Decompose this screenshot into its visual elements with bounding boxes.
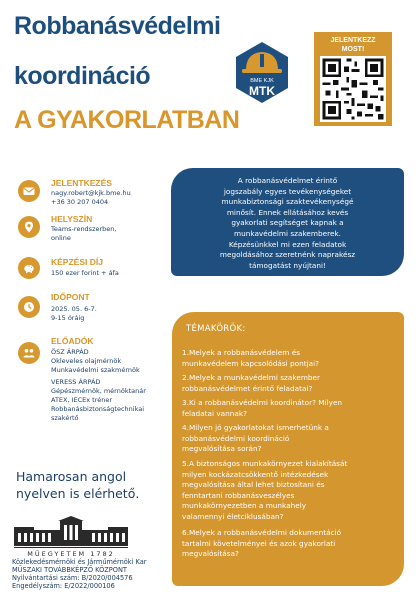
topic-line: 6.Melyek a robbanásvédelmi dokumentáció	[182, 528, 342, 537]
topic-item-2	[182, 373, 394, 394]
date-hours: 9-15 óráig	[51, 314, 85, 322]
registration-phone[interactable]: +36 30 207 0404	[51, 198, 109, 206]
speaker-2-title-d: szakértő	[51, 414, 79, 422]
intro-line: megoldásához szeretnénk naprakész	[219, 250, 356, 260]
qr-code-icon[interactable]	[320, 56, 386, 122]
topic-item-1	[182, 348, 394, 369]
location-title: HELYSZÍN	[51, 214, 93, 224]
speakers-title: ELŐADÓK	[51, 336, 94, 346]
intro-line: támogatást nyújtani!	[249, 260, 326, 270]
english-note	[16, 468, 139, 502]
fee-amount: 150 ezer forint + áfa	[51, 269, 119, 277]
hard-hat-logo-icon	[232, 40, 292, 106]
topic-line: 2.Melyek a munkavédelmi szakember	[182, 373, 321, 382]
qr-register-box[interactable]	[314, 32, 392, 126]
speaker-2-title-a: Gépészmérnök, mérnöktanár	[51, 387, 146, 395]
intro-line: munkabiztonsági szaktevékenységé	[221, 197, 354, 207]
topic-line: munkakörnyezetben a munkahely	[182, 501, 307, 511]
piggy-bank-icon	[18, 257, 40, 279]
topic-item-3	[182, 398, 394, 419]
topic-line: valamennyi életciklusában?	[182, 511, 284, 521]
speaker-1-name: ÖSZ ÁRPÁD	[51, 348, 89, 356]
fee-title: KÉPZÉSI DÍJ	[51, 257, 103, 267]
registration-email[interactable]: nagy.robert@kjk.bme.hu	[51, 189, 131, 197]
topic-line: tartalmi követelményei és azok gyakorlati	[182, 538, 336, 548]
topics-title: TÉMAKÖRÖK:	[186, 324, 246, 334]
intro-line: Képzésünkkel mi ezen feladatok	[228, 239, 347, 249]
topic-line: megvalósítása?	[182, 549, 239, 559]
intro-text	[183, 176, 392, 271]
envelope-icon	[18, 180, 40, 202]
topic-line: robbanásvédelmet érintő feladatai?	[182, 383, 313, 393]
footer-faculty: Közlekedésmérnöki és Járműmérnöki Kar	[12, 558, 147, 566]
people-icon	[18, 342, 40, 364]
building-caption: MŰEGYETEM 1782	[27, 550, 115, 558]
english-note-line-2: nyelven is elérhető.	[16, 486, 140, 501]
logo-main-text: MTK	[249, 84, 275, 98]
topic-line: megvalósítása által lehet biztosítani és	[182, 480, 325, 490]
speaker-2-title-c: Robbanásbiztonságtechnikai	[51, 405, 145, 413]
footer-license-number: Engedélyszám: E/2022/000106	[12, 582, 115, 590]
intro-box	[171, 168, 404, 276]
registration-title: JELENTKEZÉS	[51, 178, 112, 188]
date-days: 2025. 05. 6-7.	[51, 305, 97, 313]
speaker-1-title-b: Munkavédelmi szakmérnök	[51, 366, 140, 374]
intro-line: munkavédelmi szakemberek.	[234, 228, 341, 238]
map-pin-icon	[18, 216, 40, 238]
intro-line: A robbanásvédelmet érintő	[237, 176, 338, 185]
topic-line: 5.A biztonságos munkakörnyezet kialakítását	[182, 459, 348, 468]
qr-label-line-2: MOST!	[341, 46, 365, 53]
speaker-2-name: VERESS ÁRPÁD	[51, 378, 101, 386]
topics-box	[172, 312, 404, 586]
topic-line: megvalósítása során?	[182, 444, 262, 454]
english-note-line-1: Hamarosan angol	[16, 469, 127, 484]
university-building-logo-icon	[12, 516, 130, 558]
topic-item-4	[182, 423, 394, 455]
topic-item-6	[182, 528, 394, 560]
qr-label	[314, 36, 392, 54]
location-line-2: online	[51, 234, 71, 242]
topic-line: 1.Melyek a robbanásvédelem és	[182, 348, 301, 357]
topic-line: robbanásvédelmi koordináció	[182, 433, 290, 443]
qr-label-line-1: JELENTKEZZ	[330, 37, 376, 44]
topic-line: fenntartani robbanásveszélyes	[182, 490, 295, 500]
intro-line: gyakorlati segítséget kapnak a	[231, 218, 344, 228]
speaker-1-title-a: Okleveles olajmérnök	[51, 357, 122, 365]
intro-line: jogszabály egyes tevékenységeket	[223, 186, 352, 196]
topic-line: feladatai vannak?	[182, 408, 247, 418]
topic-line: munkavédelem kapcsolódási pontjai?	[182, 358, 320, 368]
topic-line: milyen kockázatcsökkentő intézkedések	[182, 469, 329, 479]
location-line-1: Teams-rendszerben,	[51, 225, 117, 233]
speaker-2-title-b: ATEX, IECEx tréner	[51, 396, 113, 404]
title-line-1: Robbanásvédelmi	[14, 12, 221, 40]
title-line-3: A GYAKORLATBAN	[14, 106, 240, 134]
footer-center: MŰSZAKI TOVÁBBKÉPZŐ KÖZPONT	[12, 566, 127, 574]
title-line-2: koordináció	[14, 62, 151, 90]
date-title: IDŐPONT	[51, 292, 90, 302]
topic-line: 4.Milyen jó gyakorlatokat ismerhetünk a	[182, 423, 329, 432]
intro-line: minősít. Ennek ellátásához kevés	[226, 207, 349, 217]
topic-line: 3.Ki a robbanásvédelmi koordinátor? Milyen	[182, 398, 343, 407]
clock-icon	[18, 296, 40, 318]
topic-item-5	[182, 459, 394, 523]
logo-top-text: BME KJK	[250, 78, 274, 84]
footer-registry-number: Nyilvántartási szám: B/2020/004576	[12, 574, 133, 582]
